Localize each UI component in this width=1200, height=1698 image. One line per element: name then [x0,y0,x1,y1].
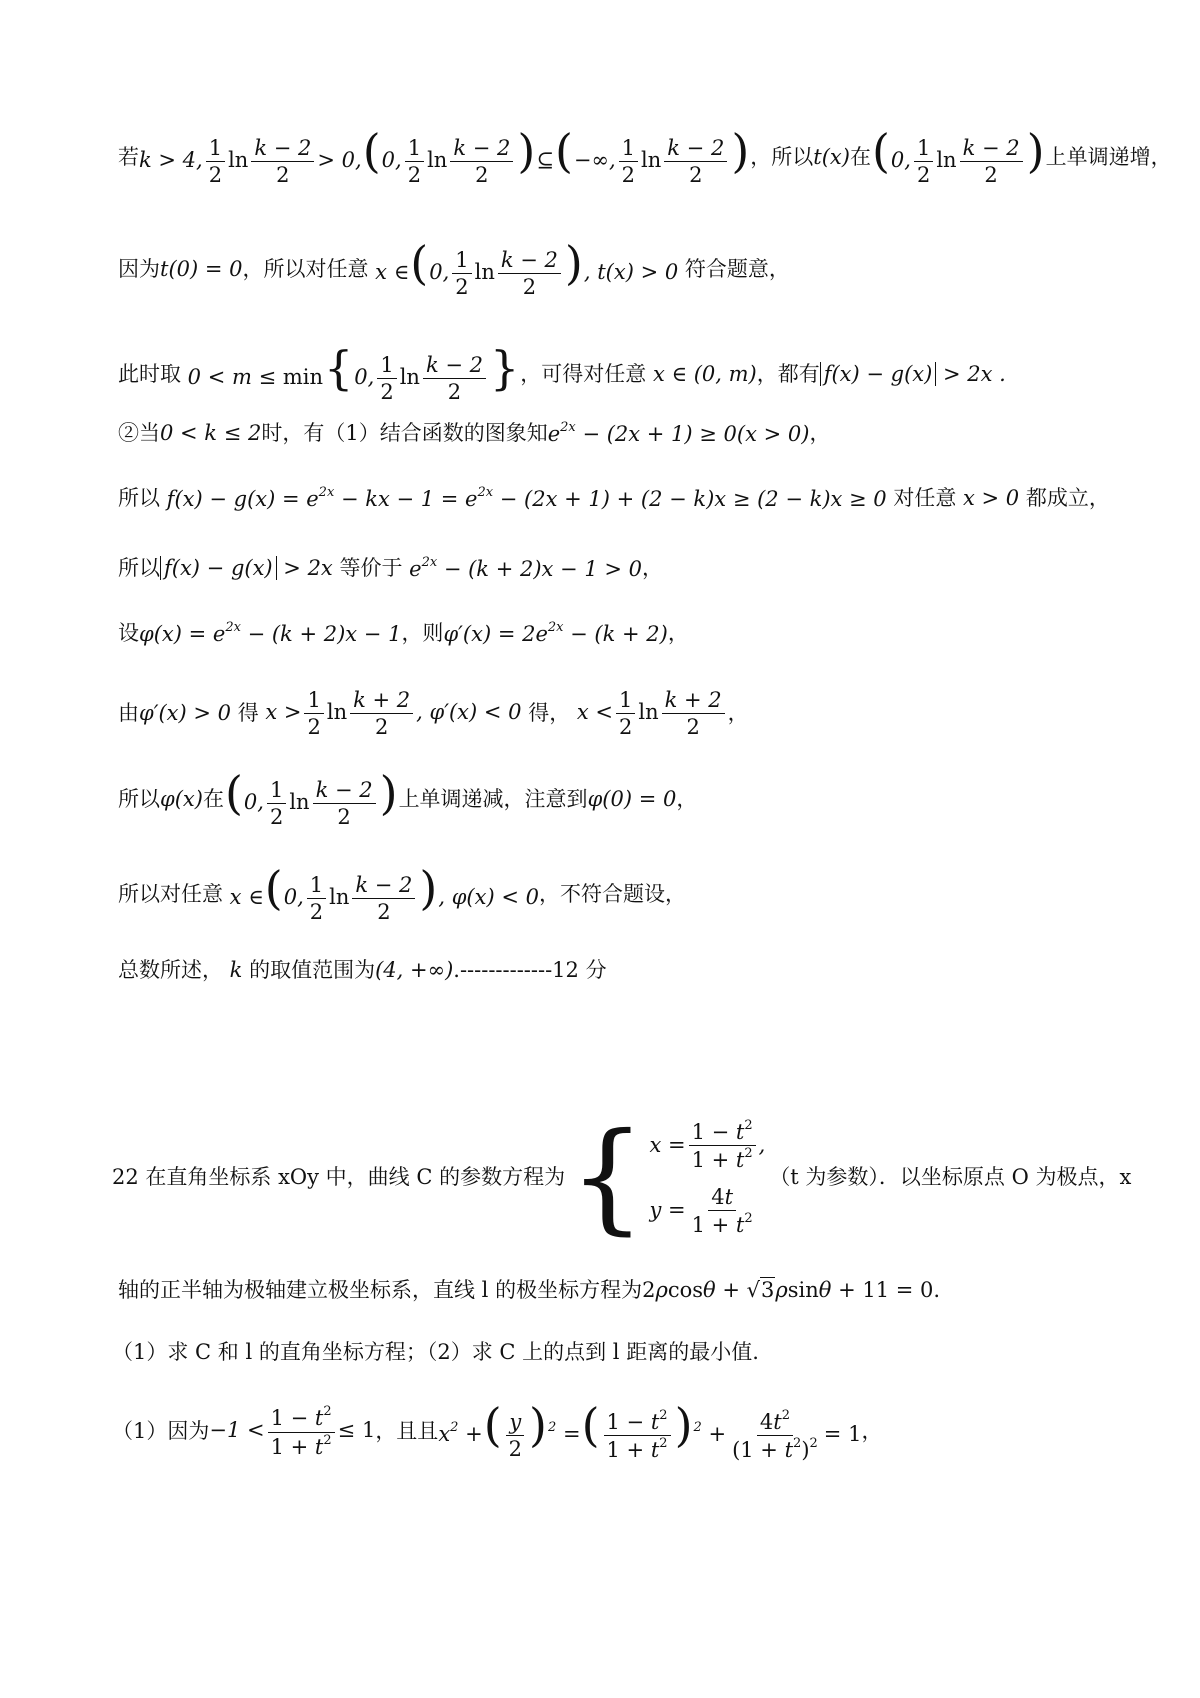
line-4 [118,420,1140,447]
text-segment: ，且且 [375,1419,439,1444]
text-segment: . [933,1278,941,1302]
text-segment: 在 [849,144,871,169]
text-segment: （t 为参数）．以坐标原点 O 为极点，x [769,1165,1132,1190]
text-segment: ， [667,621,689,645]
math-expression: t(x) [813,144,850,169]
math-expression: φ(x) [160,786,203,811]
text-segment: ， [861,1419,883,1444]
math-expression: $e^{2x} - (k + 2)x - 1 > 0$ [402,555,642,581]
text-segment: 得， [528,701,571,726]
line-15 [112,1398,1140,1462]
text-segment: 时，有（1）结合函数的图象知 [261,421,548,445]
line-2 [118,236,1140,299]
math-expression: x > $\frac{1}{2}$ ln $\frac{k + 2}{2}$ , φ′(x) < 0 [258,688,529,740]
text-segment: 设 [118,621,139,645]
text-segment: 对任意 [893,486,957,510]
text-segment: 都成立， [1025,486,1110,510]
text-segment: 总数所述， [118,958,223,982]
math-expression: (0, $\frac{1}{2}$ ln $\frac{k - 2}{2}$ ) [224,766,398,829]
text-segment: （1）求 C 和 l 的直角坐标方程；（2）求 C 上的点到 l 距离的最小值. [112,1340,759,1364]
text-segment: ， [809,421,831,445]
text-segment: ， [676,786,698,811]
math-expression: 0 < k ≤ 2 [160,421,262,445]
math-expression: f(x) − g(x) > 2x [160,556,339,581]
line-5 [118,485,1140,512]
text-segment: ， [642,556,663,580]
line-7 [118,620,1140,647]
line-10 [118,861,1140,924]
text-segment: 若 [118,144,139,169]
line-12 [112,1108,1140,1247]
math-expression: (0, $\frac{1}{2}$ ln $\frac{k - 2}{2}$ ) [871,124,1045,187]
text-segment: ，则 [401,621,444,645]
text-segment: 此时取 [118,361,181,386]
text-segment: 由 [118,701,139,726]
line-8 [118,688,1140,739]
text-segment: 所以 [118,786,160,811]
line-3 [118,341,1140,404]
math-expression: $e^{2x} - (2x + 1) \ge 0(x > 0)$ [547,420,810,446]
line-9 [118,766,1140,829]
math-expression: −1 < $\frac{1 - t^2}{1 + t^2}$ ≤ 1 [209,1404,376,1459]
text-segment: ，所以 [750,144,814,169]
math-expression: $\varphi'(x) = 2e^{2x} - (k + 2)$ [443,620,668,646]
text-segment: 所以对任意 [118,881,223,906]
math-expression: x ∈(0, $\frac{1}{2}$ ln $\frac{k - 2}{2}$ ), φ(x) < 0 [223,861,539,924]
math-expression: x ∈ (0, m) [646,361,757,386]
math-expression: $f(x) - g(x) = e^{2x}$ − kx − $1 = e^{2x} - (2x + 1) + (2 - k)x \ge (2 - k)x \ge 0$ [160,485,894,511]
text-segment: ②当 [118,421,160,445]
math-expression: x < $\frac{1}{2}$ ln $\frac{k + 2}{2}$ [570,688,727,739]
text-segment: 在 [202,786,224,811]
text-segment: 得 [237,701,259,726]
math-expression: k > 4, $\frac{1}{2}$ ln $\frac{k - 2}{2}$ > 0,(0, $\frac{1}{2}$ ln $\frac{k - 2}{2}$ )⊆(−∞, $\frac{1}{2}$ ln $\frac{k - 2}{2}$ ) [139,124,750,187]
math-expression: f(x) − g(x) > 2x . [820,362,1006,387]
text-segment: 上单调递增， [1045,144,1172,169]
math-expression: (4, +∞) [375,958,454,982]
math-expression: t(0) = 0 [160,256,243,281]
text-segment: 轴的正半轴为极轴建立极坐标系，直线 l 的极坐标方程为 [118,1278,643,1302]
line-6 [118,555,1140,582]
text-segment: 上单调递减，注意到 [398,786,588,811]
math-expression: φ(0) = 0 [587,786,677,811]
parametric-system: { x = $\frac{1 - t^2}{1 + t^2}$ , y = $\frac{4t}{1 + t^2}$ [569,1108,766,1247]
line-11 [118,958,1140,983]
line-1 [118,124,1172,187]
text-segment: 所以 [118,486,160,510]
math-expression: $\varphi(x) = e^{2x} - (k + 2)x - 1$ [139,620,402,646]
math-expression: k [223,958,250,982]
text-segment: 22 在直角坐标系 xOy 中，曲线 C 的参数方程为 [112,1165,566,1190]
math-expression: x > 0 [956,486,1026,510]
math-expression: x ∈(0, $\frac{1}{2}$ ln $\frac{k - 2}{2}$ ), t(x) > 0 [368,236,685,299]
text-segment: ，不符合题设， [538,881,686,906]
text-segment: ， [727,701,749,726]
text-segment: 因为 [118,256,160,281]
text-segment: ，都有 [756,361,820,386]
text-segment: 所以 [118,556,160,580]
math-expression: 2ρcosθ + √3ρsinθ + 11 = 0 [642,1278,934,1302]
text-segment: 等价于 [339,556,403,580]
line-13 [118,1278,1140,1303]
text-segment: ，所以对任意 [242,256,369,281]
math-expression: φ′(x) > 0 [139,701,238,726]
text-segment: 符合题意， [684,256,790,281]
text-segment: 的取值范围为 [249,958,376,982]
text-segment: ，可得对任意 [520,361,647,386]
math-expression: 0 < m ≤ min{0, $\frac{1}{2}$ ln $\frac{k - 2}{2}$ } [181,341,520,404]
line-14 [112,1340,1140,1365]
text-segment: （1）因为 [112,1419,210,1444]
text-segment: .-------------12 分 [453,958,607,982]
math-expression: $x^2$ +( $\frac{y}{2}$ )$^2$ =( $\frac{1 - t^2}{1 + t^2}$ )$^2$ + $\frac{4t^2}{(1 + t^2)^2}$ = 1 [438,1398,862,1462]
